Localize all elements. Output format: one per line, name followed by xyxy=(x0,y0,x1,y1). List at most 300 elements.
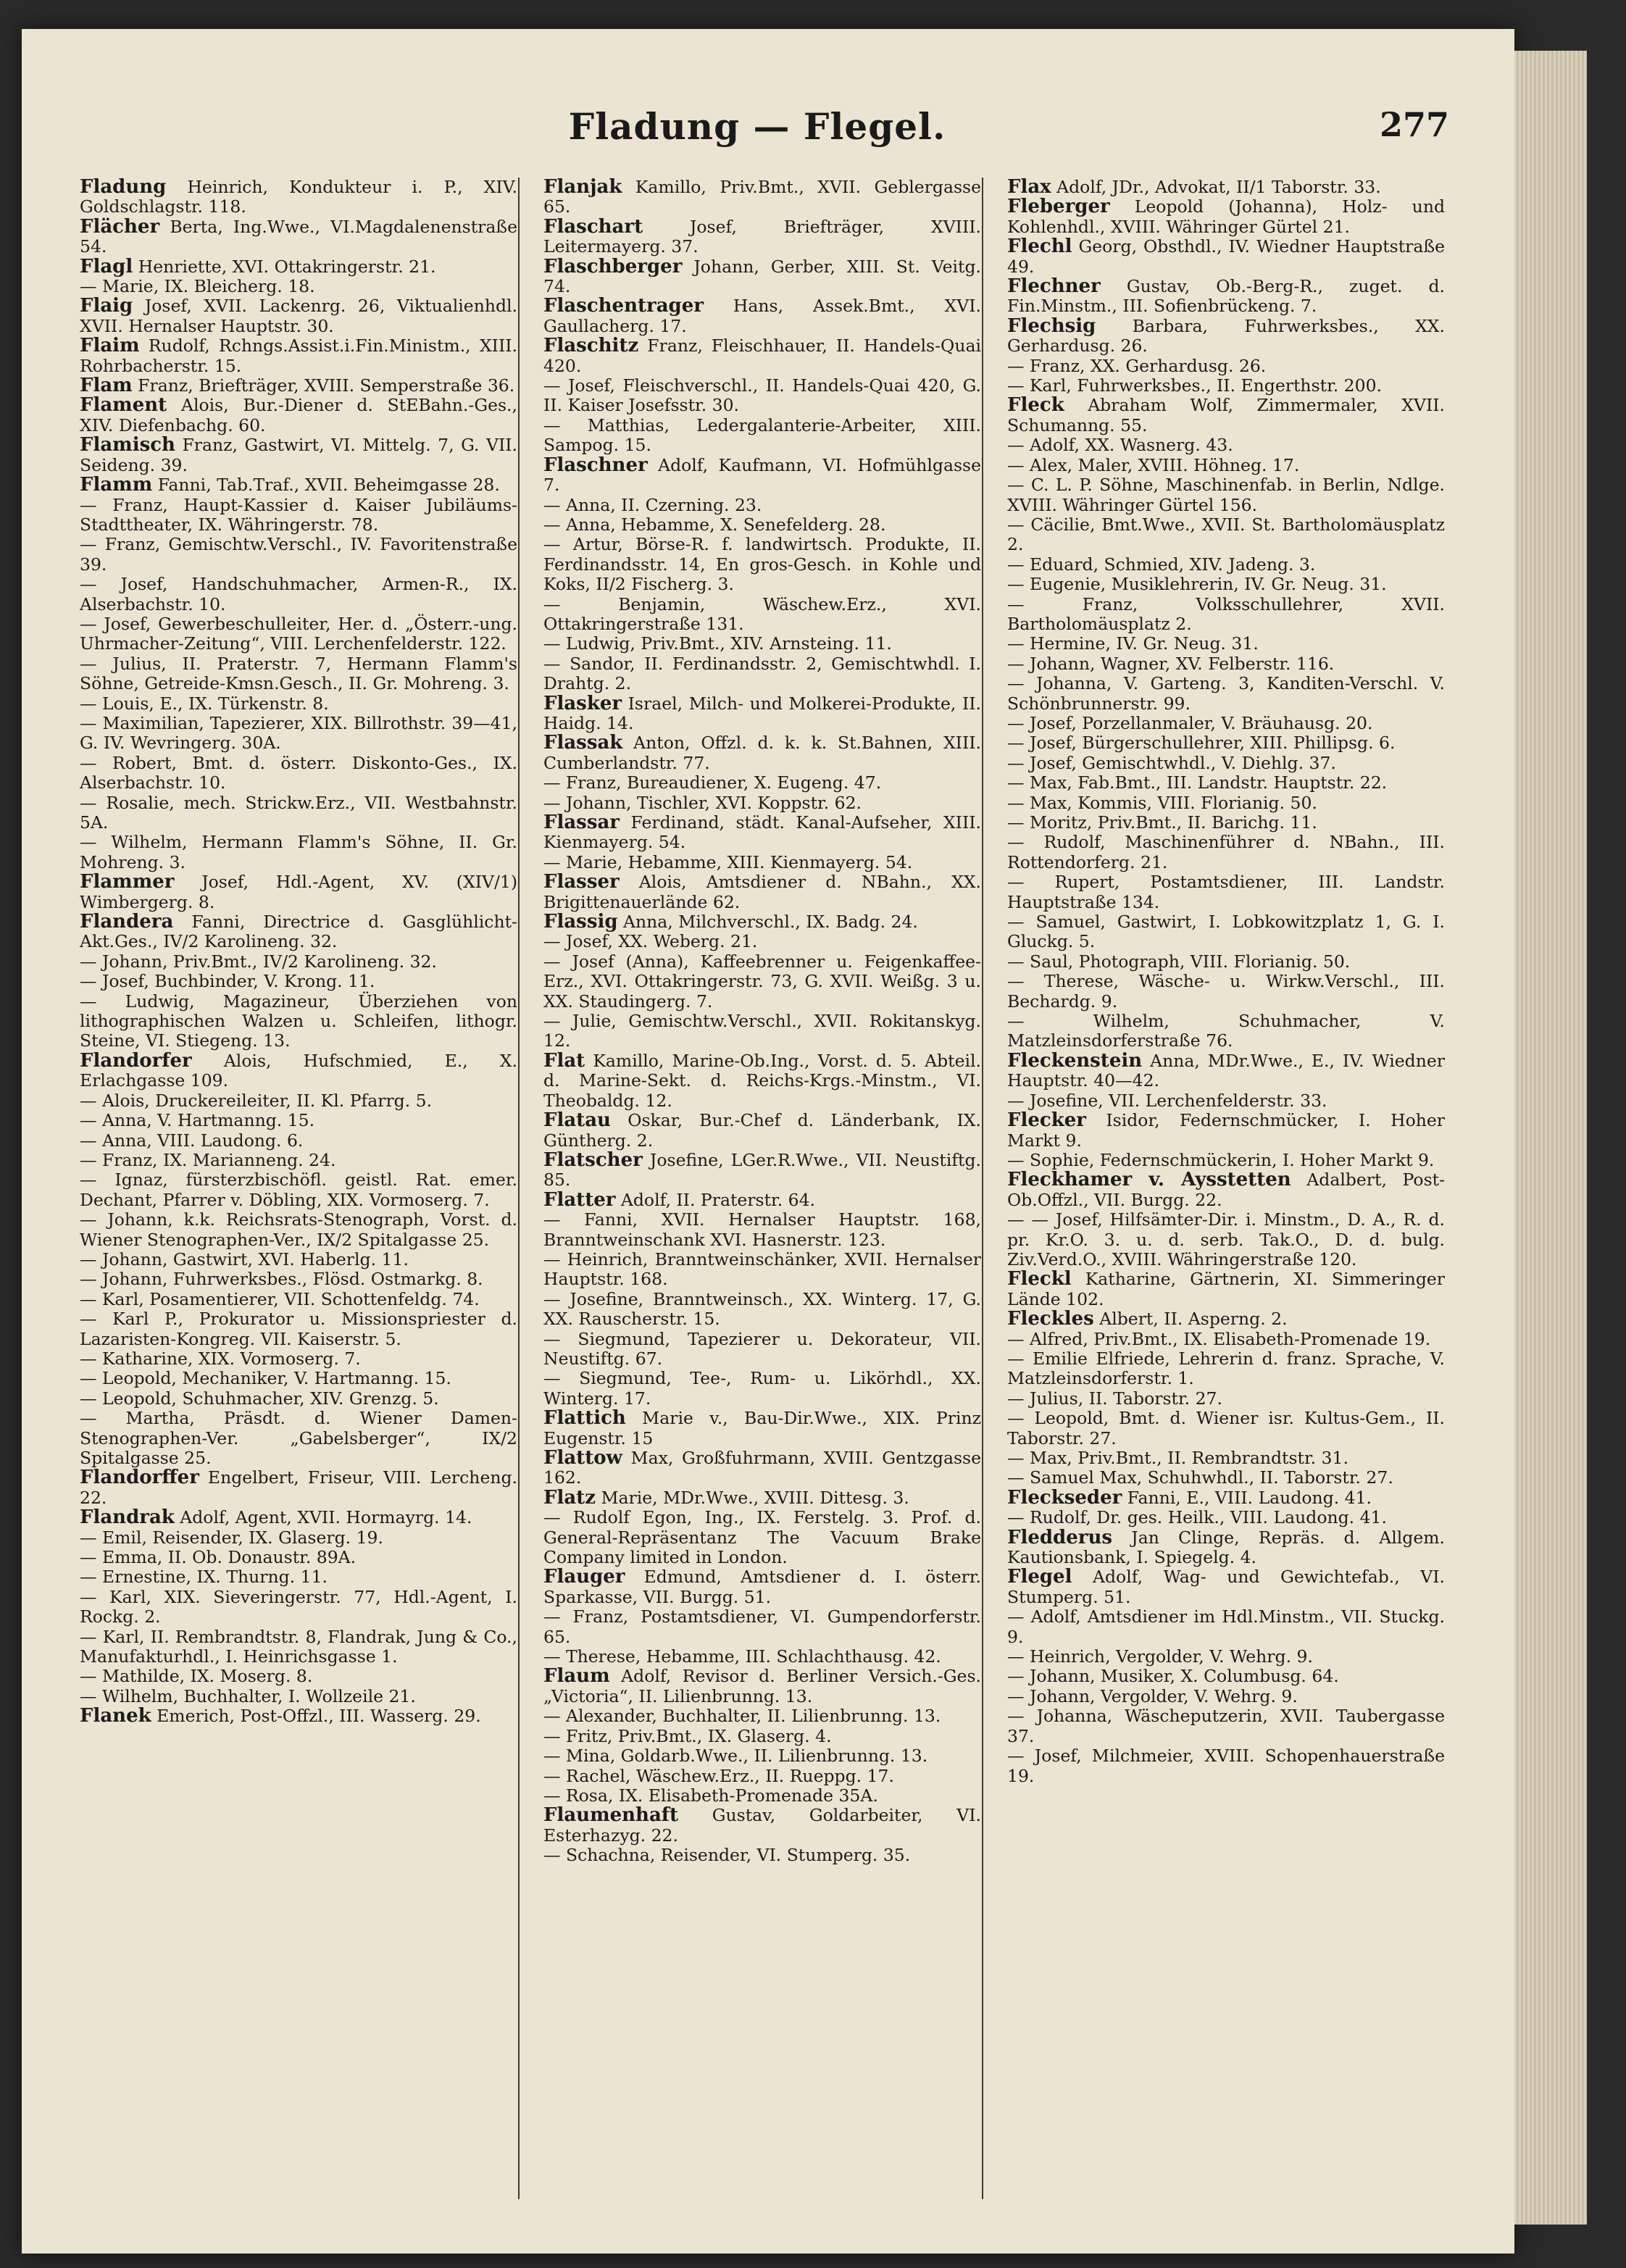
directory-entry xyxy=(543,654,981,694)
entry-surname: Flamm xyxy=(80,474,153,496)
entry-text: Adolf, JDr., Advokat, II/1 Taborstr. 33. xyxy=(1051,178,1381,197)
entry-text: — Marie, IX. Bleicherg. 18. xyxy=(80,276,315,297)
entry-text: — Josef, Gewerbeschulleiter, Her. d. „Österr.-ung. Uhrmacher-Zeitung“, VIII. Lerchenfelderstr. 122. xyxy=(80,613,517,654)
directory-entry xyxy=(543,1806,981,1846)
directory-entry xyxy=(543,1706,981,1726)
entry-text: — Alex, Maler, XVIII. Höhneg. 17. xyxy=(1007,454,1300,475)
entry-text: — Heinrich, Branntweinschänker, XVII. Hernalser Hauptstr. 168. xyxy=(543,1248,981,1290)
entry-surname: Flaum xyxy=(543,1665,610,1688)
entry-text: — Rupert, Postamtsdiener, III. Landstr. Hauptstraße 134. xyxy=(1007,872,1445,912)
directory-entry xyxy=(1007,1091,1445,1111)
entry-text: — Franz, Haupt-Kassier d. Kaiser Jubiläums-Stadttheater, IX. Währingerstr. 78. xyxy=(80,494,517,535)
directory-entry xyxy=(1007,1309,1445,1329)
entry-text: — Franz, IX. Marianneng. 24. xyxy=(80,1149,336,1170)
entry-text: — Anna, Hebamme, X. Senefelderg. 28. xyxy=(543,514,886,535)
directory-entry xyxy=(1007,197,1445,237)
entry-text: Alois, Bur.-Diener d. StEBahn.-Ges., XIV. Diefenbachg. 60. xyxy=(80,395,517,435)
entry-text: — Johann, Wagner, XV. Felberstr. 116. xyxy=(1007,653,1335,674)
entry-text: Berta, Ing.Wwe., VI.Magdalenenstraße 54. xyxy=(80,216,517,257)
entry-text: — Emil, Reisender, IX. Glaserg. 19. xyxy=(80,1527,383,1548)
directory-entry xyxy=(1007,456,1445,475)
directory-entry xyxy=(1007,773,1445,793)
directory-entry xyxy=(543,1051,981,1111)
directory-entry xyxy=(80,1309,517,1349)
entry-text: Fanni, E., VIII. Laudong. 41. xyxy=(1122,1487,1372,1508)
entry-text: — Alexander, Buchhalter, II. Lilienbrunng. 13. xyxy=(543,1706,941,1727)
directory-entry xyxy=(80,833,517,872)
entry-text: — Emilie Elfriede, Lehrerin d. franz. Sprache, V. Matzleinsdorferstr. 1. xyxy=(1007,1348,1445,1389)
directory-entry xyxy=(543,1330,981,1369)
entry-text: — Katharine, XIX. Vormoserg. 7. xyxy=(80,1348,361,1369)
entry-text: — Mina, Goldarb.Wwe., II. Lilienbrunng. 13. xyxy=(543,1746,928,1767)
entry-surname: Flat xyxy=(543,1049,585,1072)
page-header xyxy=(65,105,1449,170)
entry-text: Adolf, II. Praterstr. 64. xyxy=(615,1189,816,1210)
directory-entry xyxy=(80,1270,517,1289)
entry-text: — Emma, II. Ob. Donaustr. 89A. xyxy=(80,1547,357,1568)
entry-text: — Johann, k.k. Reichsrats-Stenograph, Vorst. d. Wiener Stenographen-Ver., IX/2 Spitalgasse 25. xyxy=(80,1209,517,1250)
directory-entry xyxy=(1007,1468,1445,1488)
entry-text: Anna, MDr.Wwe., E., IV. Wiedner Hauptstr. 40—42. xyxy=(1007,1050,1445,1091)
directory-entry xyxy=(1007,1151,1445,1170)
entry-text: — Josefine, Branntweinsch., XX. Winterg. 17, G. XX. Rauscherstr. 15. xyxy=(543,1288,981,1330)
entry-surname: Flatz xyxy=(543,1486,596,1509)
entry-text: Leopold (Johanna), Holz- und Kohlenhdl., XVIII. Währinger Gürtel 21. xyxy=(1007,196,1445,237)
directory-entry xyxy=(543,733,981,773)
entry-text: Adolf, Kaufmann, VI. Hofmühlgasse 7. xyxy=(543,454,981,496)
directory-entry xyxy=(543,1767,981,1786)
directory-entry xyxy=(1007,1210,1445,1270)
directory-entry xyxy=(80,396,517,435)
directory-entry xyxy=(1007,1687,1445,1706)
entry-surname: Flam xyxy=(80,375,133,397)
directory-entry xyxy=(543,1409,981,1448)
entry-text: Kamillo, Marine-Ob.Ing., Vorst. d. 5. Abteil. d. Marine-Sekt. d. Reichs-Krgs.-Minstm., VI. Theobaldg. 12. xyxy=(543,1050,981,1111)
directory-entry xyxy=(1007,376,1445,396)
directory-entry xyxy=(1007,1746,1445,1786)
entry-text: — Rachel, Wäschew.Erz., II. Rueppg. 17. xyxy=(543,1765,894,1786)
entry-surname: Flatter xyxy=(543,1188,616,1211)
entry-text: Gustav, Ob.-Berg-R., zuget. d. Fin.Minstm., III. Sofienbrückeng. 7. xyxy=(1007,276,1445,317)
entry-text: Josefine, LGer.R.Wwe., VII. Neustiftg. 85. xyxy=(543,1149,981,1191)
directory-entry xyxy=(543,496,981,515)
entry-surname: Flatau xyxy=(543,1109,611,1132)
directory-entry xyxy=(1007,1488,1445,1508)
directory-entry xyxy=(543,416,981,456)
entry-text: Jan Clinge, Repräs. d. Allgem. Kautionsbank, I. Spiegelg. 4. xyxy=(1007,1527,1445,1568)
directory-entry xyxy=(1007,634,1445,654)
entry-text: — Johanna, V. Garteng. 3, Kanditen-Verschl. V. Schönbrunnerstr. 99. xyxy=(1007,673,1445,714)
entry-text: Henriette, XVI. Ottakringerstr. 21. xyxy=(133,256,436,277)
directory-entry xyxy=(543,1488,981,1508)
entry-surname: Flassig xyxy=(543,911,618,933)
entry-text: — Josef, Buchbinder, V. Krong. 11. xyxy=(80,971,375,992)
directory-entry xyxy=(80,1567,517,1587)
entry-text: — Adolf, Amtsdiener im Hdl.Minstm., VII. Stuckg. 9. xyxy=(1007,1606,1445,1647)
entry-text: — Maximilian, Tapezierer, XIX. Billrothstr. 39—41, G. IV. Wevringerg. 30A. xyxy=(80,712,517,754)
directory-entry xyxy=(80,1131,517,1151)
directory-entry xyxy=(543,1250,981,1290)
directory-entry xyxy=(1007,1111,1445,1151)
directory-entry xyxy=(1007,237,1445,277)
entry-text: — Franz, Gemischtw.Verschl., IV. Favoritenstraße 39. xyxy=(80,534,517,575)
entry-surname: Fleck xyxy=(1007,394,1064,417)
entry-text: — Mathilde, IX. Moserg. 8. xyxy=(80,1666,313,1687)
entry-surname: Flattow xyxy=(543,1447,622,1469)
entry-text: Marie v., Bau-Dir.Wwe., XIX. Prinz Eugenstr. 15 xyxy=(543,1408,981,1448)
entry-surname: Fleckseder xyxy=(1007,1486,1122,1509)
entry-text: — Artur, Börse-R. f. landwirtsch. Produkte, II. Ferdinandsstr. 14, En gros-Gesch. in Kohle und Koks, II/2 Fischerg. 3. xyxy=(543,534,981,595)
entry-surname: Flaig xyxy=(80,295,133,317)
entry-text: Barbara, Fuhrwerksbes., XX. Gerhardusg. 26. xyxy=(1007,315,1445,357)
entry-text: — Marie, Hebamme, XIII. Kienmayerg. 54. xyxy=(543,851,913,872)
directory-entry xyxy=(80,336,517,376)
entry-surname: Fleckhamer v. Aysstetten xyxy=(1007,1169,1291,1191)
entry-text: Georg, Obsthdl., IV. Wiedner Hauptstraße 49. xyxy=(1007,236,1445,277)
entry-text: Adolf, Revisor d. Berliner Versich.-Ges. „Victoria“, II. Lilienbrunng. 13. xyxy=(543,1666,981,1706)
directory-entry xyxy=(80,694,517,714)
entry-text: Josef, Hdl.-Agent, XV. (XIV/1) Wimbergerg. 8. xyxy=(80,872,517,912)
directory-entry xyxy=(1007,1170,1445,1210)
entry-text: — Martha, Präsdt. d. Wiener Damen-Stenographen-Ver. „Gabelsberger“, IX/2 Spitalgasse 25. xyxy=(80,1408,517,1468)
directory-entry xyxy=(80,1409,517,1468)
directory-entry xyxy=(1007,714,1445,733)
entry-text: — Leopold, Mechaniker, V. Hartmanng. 15. xyxy=(80,1368,451,1389)
entry-text: — Wilhelm, Hermann Flamm's Söhne, II. Gr. Mohreng. 3. xyxy=(80,832,517,872)
directory-entry xyxy=(1007,952,1445,972)
entry-surname: Flanjak xyxy=(543,178,622,198)
entry-text: Franz, Fleischhauer, II. Handels-Quai 420. xyxy=(543,335,981,376)
entry-text: — Josef, Bürgerschullehrer, XIII. Phillipsg. 6. xyxy=(1007,733,1396,754)
column-2 xyxy=(543,178,981,2206)
directory-entry xyxy=(80,475,517,495)
directory-entry xyxy=(80,793,517,833)
entry-surname: Fleckles xyxy=(1007,1308,1094,1330)
entry-text: — Julius, II. Taborstr. 27. xyxy=(1007,1388,1222,1409)
directory-entry xyxy=(80,1250,517,1270)
directory-entry xyxy=(80,952,517,972)
directory-entry xyxy=(1007,872,1445,912)
entry-text: Albert, II. Asperng. 2. xyxy=(1093,1309,1288,1330)
entry-text: — Samuel Max, Schuhwhdl., II. Taborstr. 27. xyxy=(1007,1467,1393,1488)
entry-text: — Anna, V. Hartmanng. 15. xyxy=(80,1110,315,1131)
entry-surname: Flechner xyxy=(1007,275,1101,298)
entry-surname: Flandorffer xyxy=(80,1467,199,1489)
entry-text: Johann, Gerber, XIII. St. Veitg. 74. xyxy=(543,256,981,297)
directory-entry xyxy=(543,257,981,297)
entry-text: — Max, Kommis, VIII. Florianig. 50. xyxy=(1007,792,1317,813)
directory-columns xyxy=(80,178,1456,2206)
entry-text: — Eduard, Schmied, XIV. Jadeng. 3. xyxy=(1007,554,1316,575)
entry-surname: Flandera xyxy=(80,911,174,933)
directory-entry xyxy=(80,1548,517,1567)
entry-text: Kamillo, Priv.Bmt., XVII. Geblergasse 65. xyxy=(543,178,981,217)
directory-entry xyxy=(1007,754,1445,773)
directory-entry xyxy=(543,1012,981,1051)
directory-entry xyxy=(80,277,517,296)
entry-text: Anna, Milchverschl., IX. Badg. 24. xyxy=(617,912,918,933)
entry-text: — Moritz, Priv.Bmt., II. Barichg. 11. xyxy=(1007,812,1317,833)
entry-surname: Flassar xyxy=(543,812,620,833)
entry-text: — Josefine, VII. Lerchenfelderstr. 33. xyxy=(1007,1090,1327,1111)
entry-surname: Fleckl xyxy=(1007,1268,1072,1291)
directory-entry xyxy=(1007,654,1445,674)
directory-entry xyxy=(1007,435,1445,455)
directory-entry xyxy=(1007,595,1445,635)
directory-entry xyxy=(1007,1270,1445,1309)
directory-entry xyxy=(543,793,981,813)
directory-entry xyxy=(1007,1330,1445,1349)
directory-entry xyxy=(80,1627,517,1667)
entry-text: Emerich, Post-Offzl., III. Wasserg. 29. xyxy=(151,1706,481,1727)
directory-entry xyxy=(543,217,981,257)
entry-surname: Flaumenhaft xyxy=(543,1804,678,1827)
directory-entry xyxy=(80,296,517,336)
entry-text: — Ludwig, Priv.Bmt., XIV. Arnsteing. 11. xyxy=(543,633,892,654)
entry-text: — Josef, XX. Weberg. 21. xyxy=(543,931,758,952)
entry-text: — Johann, Tischler, XVI. Koppstr. 62. xyxy=(543,792,862,813)
directory-entry xyxy=(1007,1051,1445,1091)
directory-entry xyxy=(80,1170,517,1210)
entry-text: — Julius, II. Praterstr. 7, Hermann Flamm's Söhne, Getreide-Kmsn.Gesch., II. Gr. Mohreng. 3. xyxy=(80,653,517,694)
entry-text: Katharine, Gärtnerin, XI. Simmeringer Lände 102. xyxy=(1007,1269,1445,1309)
entry-surname: Flächer xyxy=(80,215,160,238)
directory-entry xyxy=(80,535,517,575)
page-number: 277 xyxy=(1379,105,1449,144)
directory-entry xyxy=(1007,1508,1445,1527)
directory-entry xyxy=(1007,396,1445,435)
entry-text: Josef, Briefträger, XVIII. Leitermayerg. 37. xyxy=(543,216,981,257)
entry-text: Franz, Gastwirt, VI. Mittelg. 7, G. VII. Seideng. 39. xyxy=(80,435,517,475)
entry-surname: Flasser xyxy=(543,871,620,893)
directory-entry xyxy=(80,654,517,694)
entry-surname: Flandorfer xyxy=(80,1049,192,1072)
directory-entry xyxy=(80,1290,517,1309)
entry-text: Adolf, Agent, XVII. Hormayrg. 14. xyxy=(174,1507,472,1528)
directory-entry xyxy=(80,1508,517,1527)
page-edge xyxy=(1514,51,1587,2225)
directory-entry xyxy=(1007,1607,1445,1647)
entry-text: — Karl, Posamentierer, VII. Schottenfeldg. 74. xyxy=(80,1288,480,1309)
entry-text: — Sophie, Federnschmückerin, I. Hoher Markt 9. xyxy=(1007,1149,1435,1170)
entry-text: — Schachna, Reisender, VI. Stumperg. 35. xyxy=(543,1845,911,1866)
entry-text: — Johann, Gastwirt, XVI. Haberlg. 11. xyxy=(80,1248,409,1270)
entry-text: Alois, Amtsdiener d. NBahn., XX. Brigittenauerlände 62. xyxy=(543,872,981,912)
directory-entry xyxy=(1007,1448,1445,1468)
entry-text: — Wilhelm, Schuhmacher, V. Matzleinsdorferstraße 76. xyxy=(1007,1011,1445,1051)
entry-text: — Hermine, IV. Gr. Neug. 31. xyxy=(1007,633,1259,654)
entry-text: — Alfred, Priv.Bmt., IX. Elisabeth-Promenade 19. xyxy=(1007,1328,1431,1349)
directory-entry xyxy=(1007,178,1445,197)
entry-surname: Flax xyxy=(1007,178,1051,198)
directory-entry xyxy=(543,1786,981,1806)
entry-text: — Heinrich, Vergolder, V. Wehrg. 9. xyxy=(1007,1646,1313,1667)
directory-entry xyxy=(543,1290,981,1330)
entry-text: — Fritz, Priv.Bmt., IX. Glaserg. 4. xyxy=(543,1725,832,1746)
entry-text: — Josef (Anna), Kaffeebrenner u. Feigenkaffee-Erz., XVI. Ottakringerstr. 73, G. XVII. Weißg. 3 u. XX. Staudingerg. 7. xyxy=(543,951,981,1012)
entry-text: — Matthias, Ledergalanterie-Arbeiter, XIII. Sampog. 15. xyxy=(543,414,981,456)
entry-text: — Siegmund, Tapezierer u. Dekorateur, VII. Neustiftg. 67. xyxy=(543,1328,981,1369)
directory-entry xyxy=(543,1567,981,1607)
entry-surname: Flagl xyxy=(80,255,133,278)
directory-entry xyxy=(543,813,981,853)
directory-entry xyxy=(80,1111,517,1130)
entry-text: — Max, Priv.Bmt., II. Rembrandtstr. 31. xyxy=(1007,1448,1348,1468)
entry-text: — Benjamin, Wäschew.Erz., XVI. Ottakringerstraße 131. xyxy=(543,593,981,634)
entry-text: — Alois, Druckereileiter, II. Kl. Pfarrg. 5. xyxy=(80,1090,433,1111)
column-1 xyxy=(80,178,517,2206)
directory-entry xyxy=(1007,1528,1445,1568)
directory-entry xyxy=(1007,1012,1445,1051)
entry-text: — Julie, Gemischtw.Verschl., XVII. Rokitanskyg. 12. xyxy=(543,1011,981,1051)
entry-text: Alois, Hufschmied, E., X. Erlachgasse 109. xyxy=(80,1050,517,1091)
entry-text: Isidor, Federnschmücker, I. Hoher Markt 9. xyxy=(1007,1110,1445,1151)
directory-entry xyxy=(1007,912,1445,952)
entry-surname: Flasker xyxy=(543,692,622,714)
directory-entry xyxy=(1007,1349,1445,1389)
entry-text: — Rudolf, Maschinenführer d. NBahn., III. Rottendorferg. 21. xyxy=(1007,832,1445,872)
directory-entry xyxy=(543,1448,981,1488)
directory-entry xyxy=(1007,475,1445,515)
entry-surname: Flaschentrager xyxy=(543,295,704,317)
entry-text: — Franz, Postamtsdiener, VI. Gumpendorferstr. 65. xyxy=(543,1606,981,1647)
directory-entry xyxy=(1007,1706,1445,1746)
directory-entry xyxy=(80,1667,517,1686)
directory-entry xyxy=(80,1151,517,1170)
directory-entry xyxy=(1007,277,1445,317)
directory-entry xyxy=(80,714,517,754)
directory-entry xyxy=(80,912,517,952)
entry-surname: Flechl xyxy=(1007,235,1072,258)
entry-surname: Fladung xyxy=(80,178,167,198)
entry-text: — Johann, Vergolder, V. Wehrg. 9. xyxy=(1007,1685,1298,1706)
directory-entry xyxy=(543,634,981,654)
directory-entry xyxy=(543,1607,981,1647)
directory-entry xyxy=(80,1051,517,1091)
entry-text: Max, Großfuhrmann, XVIII. Gentzgasse 162. xyxy=(543,1448,981,1488)
directory-entry xyxy=(80,1706,517,1726)
entry-text: — Saul, Photograph, VIII. Florianig. 50. xyxy=(1007,951,1351,972)
directory-entry xyxy=(1007,1409,1445,1448)
entry-text: — Karl, Fuhrwerksbes., II. Engerthstr. 200. xyxy=(1007,375,1382,396)
entry-surname: Flassak xyxy=(543,732,623,754)
directory-entry xyxy=(1007,575,1445,594)
entry-text: — Eugenie, Musiklehrerin, IV. Gr. Neug. 31. xyxy=(1007,574,1387,595)
entry-text: — Karl P., Prokurator u. Missionspriester d. Lazaristen-Kongreg. VII. Kaiserstr. 5. xyxy=(80,1309,517,1349)
directory-entry xyxy=(543,694,981,734)
page-title: Fladung — Flegel. xyxy=(568,105,946,148)
directory-entry xyxy=(1007,1667,1445,1686)
entry-text: — Johann, Fuhrwerksbes., Flösd. Ostmarkg. 8. xyxy=(80,1269,483,1290)
directory-entry xyxy=(543,1188,981,1211)
entry-text: — Adolf, XX. Wasnerg. 43. xyxy=(1007,435,1233,456)
entry-text: — Samuel, Gastwirt, I. Lobkowitzplatz 1, G. I. Gluckg. 5. xyxy=(1007,912,1445,952)
entry-surname: Flatscher xyxy=(543,1148,643,1171)
directory-entry xyxy=(543,1667,981,1706)
entry-surname: Flamisch xyxy=(80,434,175,456)
directory-entry xyxy=(543,853,981,872)
directory-entry xyxy=(543,336,981,376)
directory-entry xyxy=(80,1369,517,1388)
directory-entry xyxy=(1007,733,1445,753)
directory-entry xyxy=(1007,515,1445,555)
entry-text: — Robert, Bmt. d. österr. Diskonto-Ges., IX. Alserbachstr. 10. xyxy=(80,752,517,793)
directory-entry xyxy=(543,376,981,416)
directory-entry xyxy=(1007,813,1445,833)
entry-text: — Cäcilie, Bmt.Wwe., XVII. St. Bartholomäusplatz 2. xyxy=(1007,514,1445,555)
directory-entry xyxy=(80,754,517,793)
entry-text: — C. L. P. Söhne, Maschinenfab. in Berlin, Ndlge. XVIII. Währinger Gürtel 156. xyxy=(1007,475,1445,515)
entry-text: — Louis, E., IX. Türkenstr. 8. xyxy=(80,693,329,714)
directory-entry xyxy=(543,535,981,594)
entry-text: — Fanni, XVII. Hernalser Hauptstr. 168, Branntweinschank XVI. Hasnerstr. 123. xyxy=(543,1209,981,1250)
entry-surname: Fledderus xyxy=(1007,1526,1113,1548)
directory-entry xyxy=(80,1210,517,1250)
entry-surname: Flanek xyxy=(80,1705,151,1727)
entry-text: Oskar, Bur.-Chef d. Länderbank, IX. Güntherg. 2. xyxy=(543,1110,981,1151)
entry-surname: Flauger xyxy=(543,1566,625,1588)
entry-surname: Flecker xyxy=(1007,1109,1086,1132)
entry-text: Fanni, Directrice d. Gasglühlicht-Akt.Ges., IV/2 Karolineng. 32. xyxy=(80,912,517,952)
entry-text: Heinrich, Kondukteur i. P., XIV. Goldschlagstr. 118. xyxy=(80,178,517,217)
entry-text: — Rudolf, Dr. ges. Heilk., VIII. Laudong. 41. xyxy=(1007,1507,1387,1528)
directory-entry xyxy=(80,1468,517,1508)
directory-entry xyxy=(543,1148,981,1191)
entry-surname: Flandrak xyxy=(80,1506,175,1529)
entry-text: — Ludwig, Magazineur, Überziehen von lithographischen Walzen u. Schleifen, lithogr. Steine, VI. Stiegeng. 13. xyxy=(80,991,517,1051)
entry-text: — Josef, Porzellanmaler, V. Bräuhausg. 20. xyxy=(1007,712,1373,733)
directory-entry xyxy=(80,376,517,396)
entry-text: Adalbert, Post-Ob.Offzl., VII. Burgg. 22. xyxy=(1007,1170,1445,1210)
entry-text: — Siegmund, Tee-, Rum- u. Likörhdl., XX. Winterg. 17. xyxy=(543,1368,981,1409)
entry-text: — Wilhelm, Buchhalter, I. Wollzeile 21. xyxy=(80,1685,416,1706)
directory-entry xyxy=(543,456,981,496)
entry-text: — Josef, Handschuhmacher, Armen-R., IX. Alserbachstr. 10. xyxy=(80,574,517,614)
page xyxy=(22,29,1514,2254)
directory-entry xyxy=(543,296,981,336)
entry-text: — Franz, Volksschullehrer, XVII. Bartholomäusplatz 2. xyxy=(1007,593,1445,634)
entry-text: — Anna, II. Czerning. 23. xyxy=(543,494,762,515)
entry-text: — Rudolf Egon, Ing., IX. Ferstelg. 3. Prof. d. General-Repräsentanz The Vacuum Brake Company limited in London. xyxy=(543,1507,981,1568)
directory-entry xyxy=(543,1369,981,1409)
directory-entry xyxy=(1007,793,1445,813)
directory-entry xyxy=(543,872,981,912)
directory-entry xyxy=(80,992,517,1051)
entry-surname: Flaschner xyxy=(543,454,648,476)
entry-text: — Johann, Priv.Bmt., IV/2 Karolineng. 32. xyxy=(80,951,437,972)
entry-surname: Flattich xyxy=(543,1407,626,1430)
entry-text: — Anna, VIII. Laudong. 6. xyxy=(80,1130,304,1151)
entry-text: — Leopold, Schuhmacher, XIV. Grenzg. 5. xyxy=(80,1388,439,1409)
directory-entry xyxy=(80,614,517,654)
entry-surname: Flegel xyxy=(1007,1566,1072,1588)
directory-entry xyxy=(543,1727,981,1746)
entry-text: — Karl, II. Rembrandtstr. 8, Flandrak, Jung & Co., Manufakturhdl., I. Heinrichsgasse 1. xyxy=(80,1626,517,1667)
entry-text: Josef, XVII. Lackenrg. 26, Viktualienhdl. XVII. Hernalser Hauptstr. 30. xyxy=(80,296,517,336)
directory-entry xyxy=(80,1588,517,1627)
entry-text: — Rosa, IX. Elisabeth-Promenade 35A. xyxy=(543,1785,878,1806)
directory-entry xyxy=(80,435,517,475)
entry-text: Anton, Offzl. d. k. k. St.Bahnen, XIII. Cumberlandstr. 77. xyxy=(543,733,981,773)
entry-surname: Flammer xyxy=(80,871,175,893)
entry-text: Adolf, Wag- und Gewichtefab., VI. Stumperg. 51. xyxy=(1007,1567,1445,1607)
entry-text: Fanni, Tab.Traf., XVII. Beheimgasse 28. xyxy=(152,475,500,496)
directory-entry xyxy=(80,1091,517,1111)
entry-text: Marie, MDr.Wwe., XVIII. Dittesg. 3. xyxy=(595,1487,909,1508)
entry-text: Franz, Briefträger, XVIII. Semperstraße 36. xyxy=(132,375,515,396)
entry-text: — Rosalie, mech. Strickw.Erz., VII. Westbahnstr. 5A. xyxy=(80,792,517,833)
entry-text: — Leopold, Bmt. d. Wiener isr. Kultus-Gem., II. Taborstr. 27. xyxy=(1007,1408,1445,1448)
